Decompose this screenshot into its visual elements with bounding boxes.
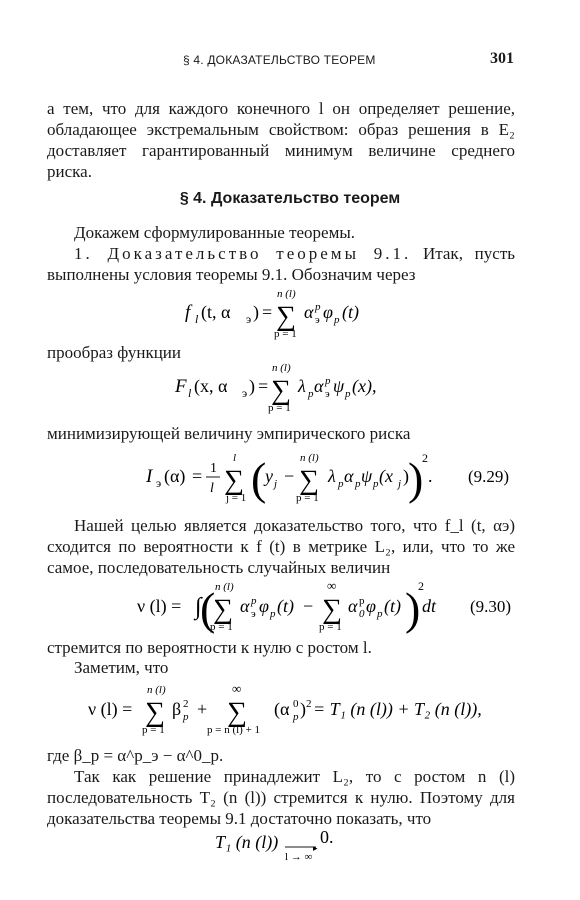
eq3-minus: − <box>284 466 295 486</box>
equation-9-29 <box>145 451 509 504</box>
eq2-sube: э <box>242 386 248 400</box>
eq3-sum2-top: n (l) <box>300 452 319 464</box>
eq2-sum-top: n (l) <box>272 362 291 374</box>
eq4-t1phi: φ <box>259 596 269 616</box>
eq3-x: (x <box>379 466 393 486</box>
eq4-sq: 2 <box>418 579 424 593</box>
eq5-aclose: ) <box>300 699 306 719</box>
eq1-phi: φ <box>323 302 333 322</box>
eq3-y: y <box>265 466 273 486</box>
eq3-sq: 2 <box>422 451 428 465</box>
paragraph-where: где β_p = α^p_э − α^0_p. <box>47 746 224 765</box>
eq3-lambda: λ <box>328 466 336 486</box>
eq3-xclose: ) <box>403 466 409 486</box>
page-number: 301 <box>490 50 514 67</box>
eq4-t1arg: (t) <box>277 596 294 616</box>
eq1-sub: l <box>195 312 199 326</box>
eq2-sub: l <box>188 386 192 400</box>
eq1-sigma: ∑ <box>276 301 296 332</box>
eq5-bsup: 2 <box>183 698 189 710</box>
eq5-asup: 0 <box>293 698 299 710</box>
eq3-lhs: I <box>146 466 153 487</box>
eq4-sum1-bot: p = 1 <box>210 621 233 633</box>
paragraph-preimage: прообраз функции <box>47 343 181 362</box>
eq4-t2phisub: p <box>377 608 383 620</box>
paragraph-intro: а тем, что для каждого конечного l он определяет решение, обладающее экстремальным свойством: образ решения в E₂ доставляет гарантированный минимум величине среднего риска. <box>47 99 515 181</box>
eq1-alpha: α <box>304 302 314 322</box>
section-title: § 4. Доказательство теорем <box>179 190 401 207</box>
eq4-sum2-top: ∞ <box>327 578 337 593</box>
eq2-sum-bot: p = 1 <box>268 402 291 414</box>
eq5-sum2-bot: p = n (l) + 1 <box>207 724 261 736</box>
eq5-sum1-bot: p = 1 <box>142 724 165 736</box>
eq4-t1sub: э <box>251 608 256 620</box>
paragraph-tends: стремится по вероятности к нулю с ростом l. <box>47 638 372 657</box>
eq1-sum-top: n (l) <box>277 288 296 300</box>
eq2-alpha: α <box>314 376 324 396</box>
eq3-sum2-bot: p = 1 <box>296 492 319 504</box>
eq4-lhs: ν (l) = <box>137 596 182 616</box>
eq4-t2: α <box>348 596 358 616</box>
eq1-args: (t, α <box>201 302 231 322</box>
eq1-sum-bot: p = 1 <box>274 328 297 340</box>
eq2-close: ) <box>249 376 255 396</box>
eq2-eq: = <box>258 376 269 396</box>
eq3-num: 1 <box>210 461 217 476</box>
eq2-psisub: p <box>345 388 351 400</box>
paragraph-note: Заметим, что <box>74 658 169 677</box>
paragraph-since: Так как решение принадлежит L₂, то с ростом n (l) последовательность T₂ (n (l)) стремится к нулю. Поэтому для доказательства теоремы 9.1 достаточно показать, что <box>47 767 515 828</box>
eq4-t1: α <box>240 596 250 616</box>
eq3-lsub2: p <box>338 478 344 490</box>
eq5-beta: β <box>172 699 182 719</box>
proof-text: Итак, пусть выполнены условия теоремы 9.1. Обозначим через <box>47 244 516 284</box>
eq6-lhs: T₁ (n (l)) <box>215 832 279 852</box>
equation-f-l <box>185 288 359 340</box>
eq3-psi: ψ <box>361 466 373 486</box>
eq3-number: (9.29) <box>468 467 510 486</box>
eq6-arrow-head: ▸ <box>313 843 318 853</box>
paragraph-minimizing: минимизирующей величину эмпирического риска <box>47 424 411 443</box>
proof-lead: 1. Доказательство теоремы 9.1. <box>74 244 412 263</box>
eq3-lsub: э <box>156 476 162 490</box>
eq4-rparen: ) <box>405 583 421 634</box>
eq5-bsub: p <box>183 711 189 723</box>
eq5-asq: 2 <box>306 698 312 710</box>
eq4-t1sup: p <box>251 595 257 607</box>
eq4-dt: dt <box>422 596 437 616</box>
eq5-rhs: = T₁ (n (l)) + T₂ (n (l)), <box>313 699 482 719</box>
eq3-eq: = <box>192 466 203 486</box>
equation-T1-limit <box>215 827 334 863</box>
eq1-lhs: f <box>185 302 191 323</box>
eq3-sum1-bot: j = 1 <box>226 492 247 504</box>
eq1-tail: (t) <box>342 302 359 322</box>
eq3-lparen: ( <box>251 453 267 504</box>
eq3-alpha: α <box>344 466 354 486</box>
eq5-asub: p <box>293 711 299 723</box>
eq2-sigma: ∑ <box>271 375 291 406</box>
eq3-rparen: ) <box>408 453 424 504</box>
eq3-sum1-top: l <box>233 452 237 464</box>
eq5-lhs: ν (l) = <box>88 699 133 719</box>
eq2-tail: (x), <box>352 376 377 396</box>
eq4-sum2-bot: p = 1 <box>319 621 342 633</box>
eq4-sum1-top: n (l) <box>215 581 234 593</box>
paragraph-prove: Докажем сформулированные теоремы. <box>74 223 356 242</box>
eq5-plus: + <box>197 699 208 719</box>
eq2-lsub: p <box>308 388 314 400</box>
eq5-sigma1: ∑ <box>145 697 165 728</box>
eq4-sigma2: ∑ <box>322 594 342 625</box>
paragraph-goal: Нашей целью является доказательство того, что f_l (t, αэ) сходится по вероятности к f (t) в метрике L₂, или, что то же самое, последовательность случайных величин <box>47 516 515 577</box>
eq4-integral: ∫ <box>195 594 202 620</box>
eq3-den: l <box>210 481 214 496</box>
eq4-t2arg: (t) <box>384 596 401 616</box>
eq5-sigma2: ∑ <box>227 697 247 728</box>
eq3-asub: p <box>355 478 361 490</box>
equation-9-30 <box>137 578 511 634</box>
equation-F-l <box>174 362 376 414</box>
eq4-lparen: ( <box>200 583 216 634</box>
eq1-sube: э <box>246 312 252 326</box>
eq1-eq: = <box>262 302 273 322</box>
eq5-sum2-top: ∞ <box>232 681 242 696</box>
eq2-lhs: F <box>175 376 187 397</box>
equation-nu-split <box>88 681 482 736</box>
eq1-close: ) <box>253 302 259 322</box>
eq4-t2sup: p <box>359 595 365 607</box>
eq4-number: (9.30) <box>470 597 512 616</box>
eq1-sube2: э <box>315 314 320 326</box>
eq2-psi: ψ <box>333 376 345 396</box>
eq4-t2sub: 0 <box>359 608 365 620</box>
eq6-under: l → ∞ <box>285 851 313 863</box>
eq4-t2phi: φ <box>366 596 376 616</box>
eq4-minus: − <box>303 596 314 616</box>
eq3-arg: (α) <box>164 466 186 486</box>
eq3-sigma2: ∑ <box>299 465 319 496</box>
eq2-args: (x, α <box>194 376 228 396</box>
eq3-dot: . <box>428 466 433 486</box>
eq1-sup: p <box>315 301 321 313</box>
eq2-sube2: э <box>325 388 330 400</box>
eq3-ysub: j <box>274 478 278 490</box>
eq1-phisub: p <box>334 314 340 326</box>
eq6-rhs: 0. <box>320 827 334 847</box>
eq5-sum1-top: n (l) <box>147 684 166 696</box>
eq3-psub: p <box>373 478 379 490</box>
eq4-sigma1: ∑ <box>213 594 233 625</box>
eq2-sup: p <box>325 375 331 387</box>
eq5-alpha: (α <box>274 699 290 719</box>
running-title: § 4. ДОКАЗАТЕЛЬСТВО ТЕОРЕМ <box>183 53 376 67</box>
eq3-xsub: j <box>398 478 402 490</box>
eq3-sigma1: ∑ <box>224 465 244 496</box>
eq2-lambda: λ <box>298 376 306 396</box>
eq4-t1phisub: p <box>270 608 276 620</box>
